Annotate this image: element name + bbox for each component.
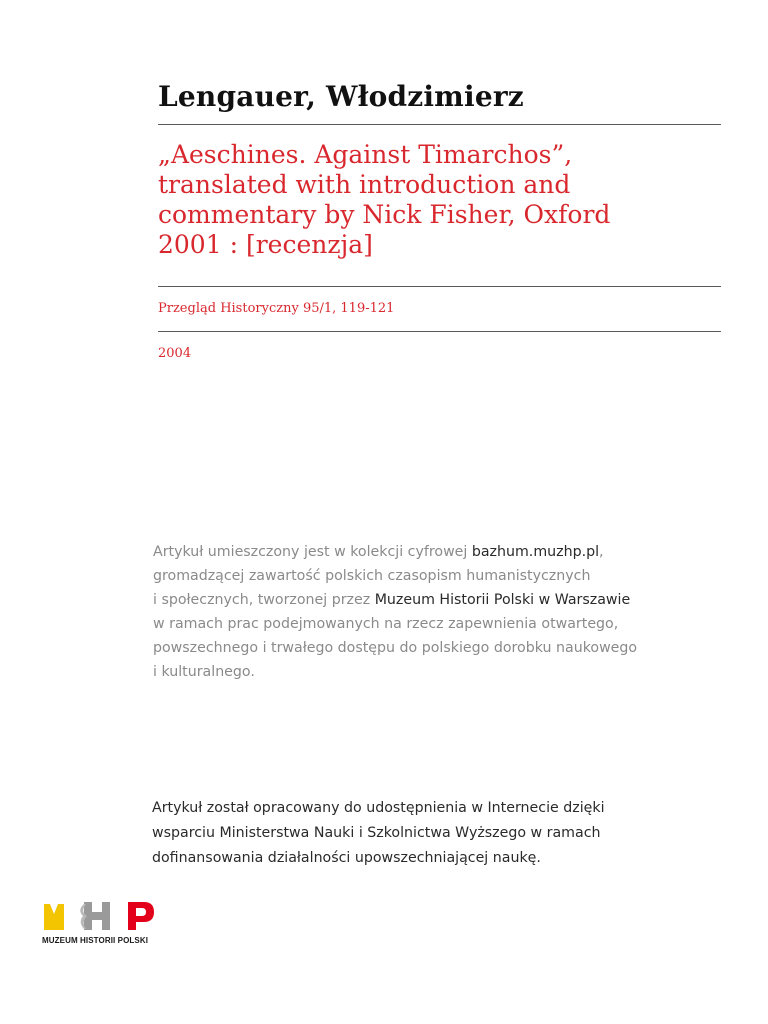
logo-caption: MUZEUM HISTORII POLSKI xyxy=(42,936,149,945)
journal-source: Przegląd Historyczny 95/1, 119-121 xyxy=(158,301,395,316)
notice-text: powszechnego i trwałego dostępu do polskiego dorobku naukowego xyxy=(153,640,638,656)
notice-text: , xyxy=(599,544,604,560)
museum-name: Muzeum Historii Polski w Warszawie xyxy=(374,592,631,608)
title-line: commentary by Nick Fisher, Oxford xyxy=(158,200,611,229)
top-divider xyxy=(158,124,721,125)
lower-divider xyxy=(158,331,721,332)
article-title xyxy=(158,140,718,260)
notice-text: i społecznych, tworzonej przez xyxy=(153,592,375,608)
bazhum-link[interactable]: bazhum.muzhp.pl xyxy=(471,544,600,560)
funding-notice xyxy=(152,796,732,871)
notice-text: w ramach prac podejmowanych na rzecz zapewnienia otwartego, xyxy=(153,616,619,632)
funding-text: wsparciu Ministerstwa Nauki i Szkolnictwa Wyższego w ramach xyxy=(152,825,601,841)
author-name: Lengauer, Włodzimierz xyxy=(158,80,524,113)
title-line: translated with introduction and xyxy=(158,170,571,199)
mhp-logo-icon xyxy=(40,898,170,938)
notice-text: Artykuł umieszczony jest w kolekcji cyfrowej xyxy=(153,544,472,560)
collection-notice xyxy=(153,540,713,684)
muzeum-historii-polski-logo xyxy=(40,898,170,958)
funding-text: Artykuł został opracowany do udostępnienia w Internecie dzięki xyxy=(152,800,605,816)
funding-text: dofinansowania działalności upowszechniającej naukę. xyxy=(152,850,541,866)
title-line: „Aeschines. Against Timarchos”, xyxy=(158,140,573,169)
title-line: 2001 : [recenzja] xyxy=(158,230,373,259)
middle-divider xyxy=(158,286,721,287)
publication-year: 2004 xyxy=(158,346,192,361)
notice-text: i kulturalnego. xyxy=(153,664,255,680)
notice-text: gromadzącej zawartość polskich czasopism humanistycznych xyxy=(153,568,591,584)
